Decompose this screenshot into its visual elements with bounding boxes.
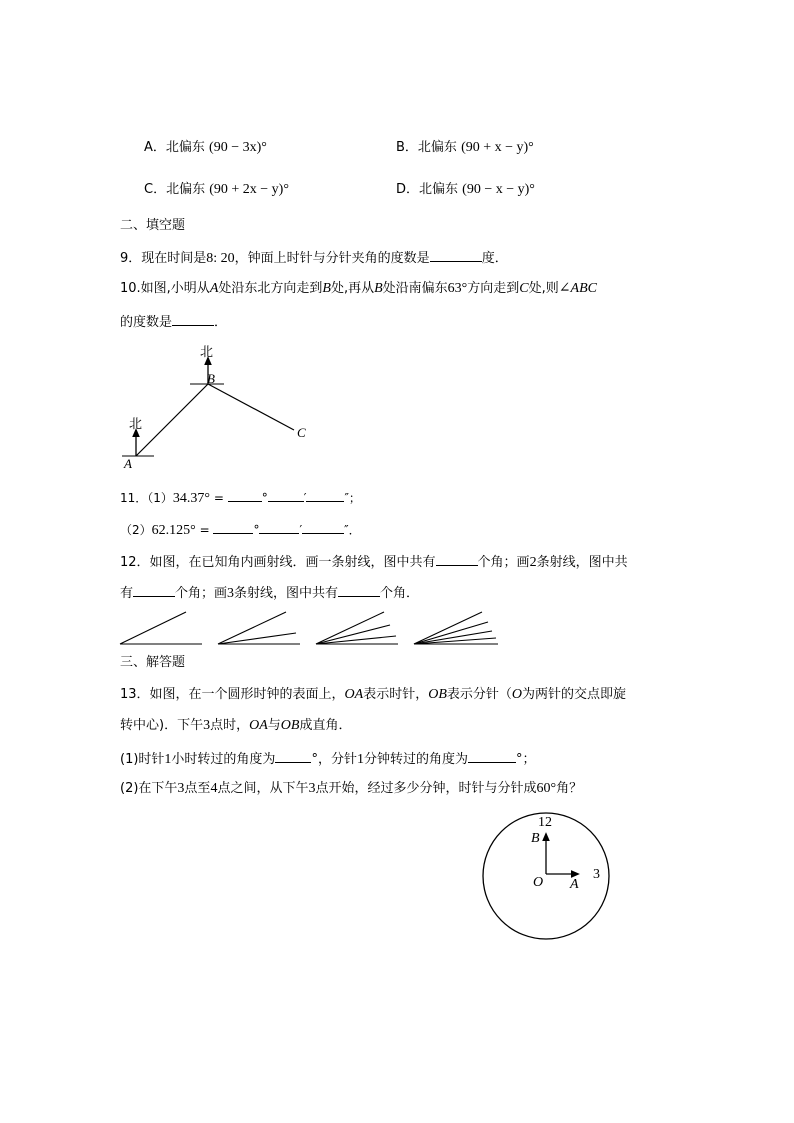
q13-text: (1)时针 <box>120 752 165 767</box>
q10-text: 处沿东北方向走到 <box>218 281 323 296</box>
q10-degree: 63° <box>447 281 468 296</box>
q11-label-2: （2） <box>120 523 152 537</box>
option-d-label: D．北偏东 <box>396 182 459 197</box>
label-north-b: 北 <box>200 344 214 359</box>
q13-number: 1 <box>356 752 364 767</box>
q13-text: 点时， <box>210 718 250 733</box>
q12-text: 个角；画 <box>477 555 530 570</box>
q13-text: 与 <box>267 718 281 733</box>
q12-text: 条射线，图中共有 <box>234 586 339 601</box>
clock-label-a: A <box>570 877 579 892</box>
option-a-label: A．北偏东 <box>144 140 205 155</box>
q13-ob: OB <box>428 687 447 702</box>
q11-min-symbol: ′ <box>303 491 307 505</box>
q12-number: 2 <box>529 555 537 570</box>
q13-o: O <box>511 687 523 702</box>
q13-angle: 60° <box>536 781 557 796</box>
q12-text: 个角． <box>380 586 420 601</box>
q13-text: 成直角． <box>299 718 352 733</box>
q13-oa: OA <box>344 687 364 702</box>
q13-number: 3 <box>308 781 316 796</box>
section-fill-blank-heading: 二、填空题 <box>120 218 186 233</box>
q13-text: 小时转过的角度为 <box>171 752 276 767</box>
option-c-expr: (90 + 2x − y)° <box>209 182 289 197</box>
q12-text: 条射线，图中共 <box>536 555 628 570</box>
q13-text: °； <box>515 752 536 767</box>
option-d-expr: (90 − x − y)° <box>462 182 535 197</box>
q13-text: 点至 <box>184 781 211 796</box>
q13-text: 为两针的交点即旋 <box>522 687 627 702</box>
q11-min-symbol: ′ <box>299 523 303 537</box>
q13-ob: OB <box>280 718 300 733</box>
q9-text-end: 度． <box>481 251 508 266</box>
q12-text: 有 <box>120 586 134 601</box>
q10-point-c: C <box>519 281 529 296</box>
q13-text: °，分针 <box>311 752 357 767</box>
q11-end-2: ． <box>348 523 361 537</box>
q9-time: 8: 20 <box>206 251 235 266</box>
option-c-label: C．北偏东 <box>144 182 206 197</box>
q13-text: 角？ <box>556 781 583 796</box>
q10-text: 的度数是 <box>120 315 173 330</box>
q13-text: 点之间，从下午 <box>217 781 309 796</box>
q13-text: 转中心)．下午 <box>120 718 204 733</box>
q11-equals: = <box>195 523 214 537</box>
q13-text: 分钟转过的角度为 <box>363 752 468 767</box>
q11-equals: = <box>210 491 228 505</box>
label-a: A <box>124 456 132 471</box>
q10-text: 处,再从 <box>330 281 375 296</box>
option-b-label: B．北偏东 <box>396 140 457 155</box>
option-b-expr: (90 + x − y)° <box>461 140 534 155</box>
clock-label-3: 3 <box>593 867 600 882</box>
q10-point-b: B <box>322 281 331 296</box>
label-b: B <box>207 371 215 386</box>
q9-text: 9．现在时间是 <box>120 251 207 266</box>
q12-text: 个角；画 <box>175 586 228 601</box>
q11-value-2: 62.125° <box>151 523 196 538</box>
q11-deg-symbol: ° <box>261 491 268 505</box>
label-north-a: 北 <box>129 416 143 431</box>
q13-text: (2)在下午 <box>120 781 178 796</box>
label-c: C <box>297 425 306 440</box>
q12-text: 12．如图，在已知角内画射线．画一条射线，图中共有 <box>120 555 436 570</box>
clock-label-o: O <box>533 875 544 890</box>
q11-end: ； <box>348 491 361 505</box>
option-a-expr: (90 − 3x)° <box>209 140 267 155</box>
q10-text: 方向走到 <box>467 281 520 296</box>
q12-number: 3 <box>227 586 235 601</box>
q9-text-mid: ，钟面上时针与分针夹角的度数是 <box>234 251 430 266</box>
q10-text-end: ． <box>214 315 228 330</box>
section-answer-heading: 三、解答题 <box>120 655 186 670</box>
q10-point-b: B <box>374 281 383 296</box>
q13-text: 表示时针， <box>363 687 429 702</box>
q10-text: 处沿南偏东 <box>382 281 448 296</box>
q13-text: 表示分针（ <box>446 687 512 702</box>
q11-sec-symbol: ″ <box>344 491 349 505</box>
clock-label-12: 12 <box>538 815 552 830</box>
q11-label: 11．（1） <box>120 491 173 505</box>
q10-text: 10.如图,小明从 <box>120 281 210 296</box>
q13-text: 13．如图，在一个圆形时钟的表面上， <box>120 687 345 702</box>
q10-point-a: A <box>209 281 219 296</box>
q11-sec-symbol: ″ <box>344 523 349 537</box>
q13-number: 1 <box>164 752 172 767</box>
q10-angle: ∠ABC <box>558 281 597 296</box>
q11-value-1: 34.37° <box>172 491 211 506</box>
q13-number: 4 <box>210 781 218 796</box>
q13-number: 3 <box>203 718 211 733</box>
clock-face <box>483 813 609 939</box>
q13-oa: OA <box>249 718 268 733</box>
q10-text: 处,则 <box>528 281 559 296</box>
q11-deg-symbol: ° <box>253 523 260 537</box>
clock-label-b: B <box>531 831 540 846</box>
q13-text: 点开始，经过多少分钟，时针与分针成 <box>315 781 537 796</box>
q13-number: 3 <box>177 781 185 796</box>
